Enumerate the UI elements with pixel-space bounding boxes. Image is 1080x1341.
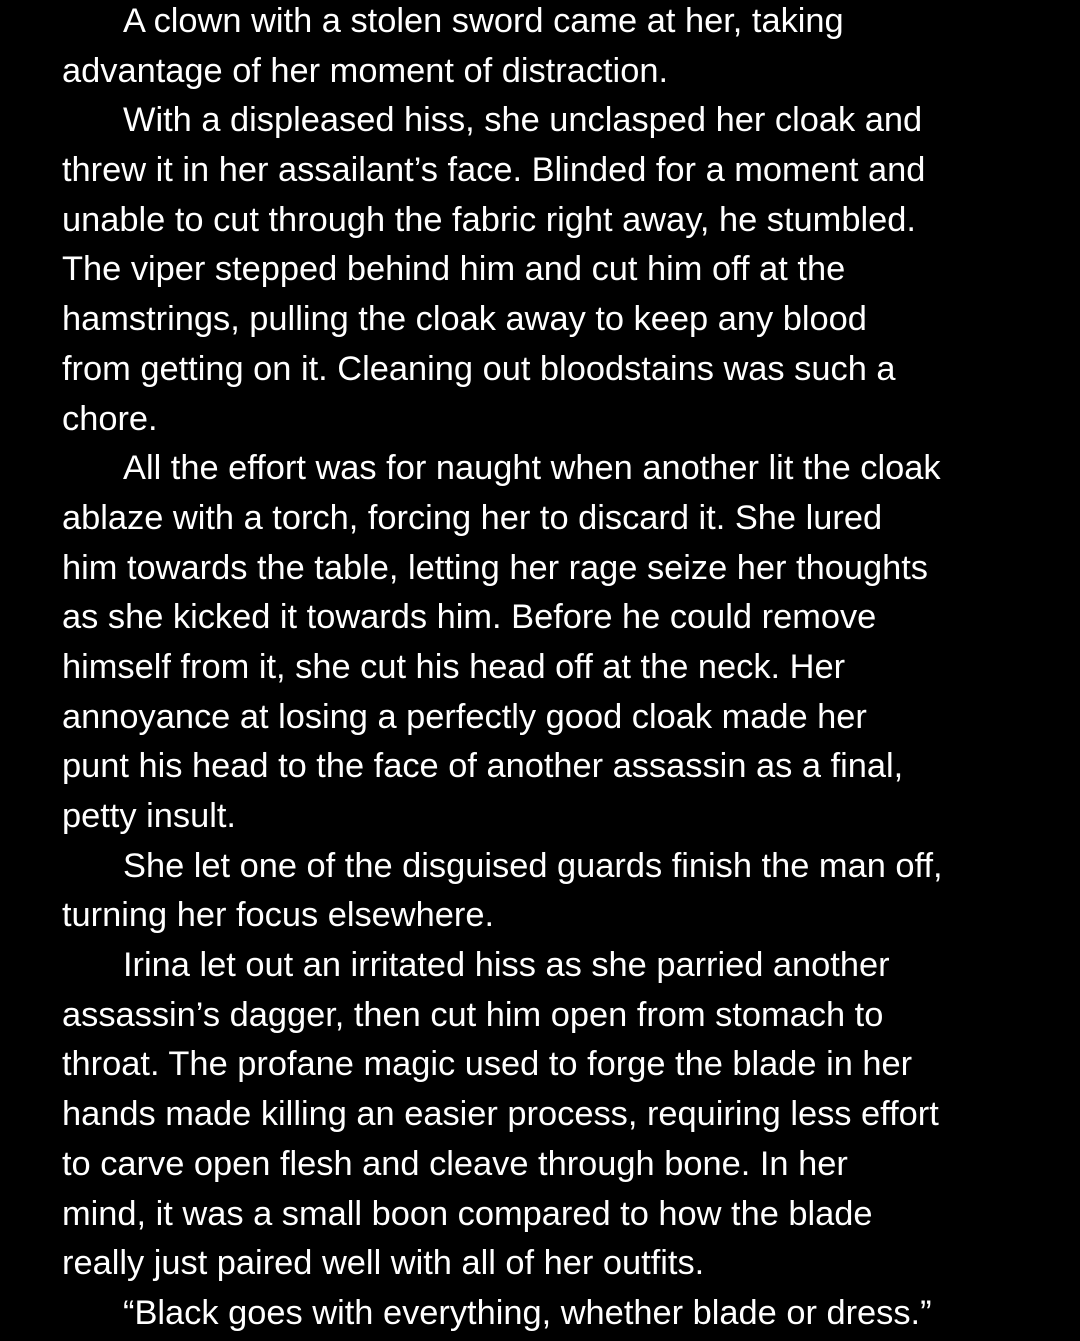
- text-line: advantage of her moment of distraction.: [62, 51, 669, 90]
- text-line: hamstrings, pulling the cloak away to keep any blood: [62, 300, 867, 339]
- text-line: punt his head to the face of another assassin as a final,: [62, 747, 904, 786]
- text-line: chore.: [62, 399, 158, 438]
- text-line: really just paired well with all of her outfits.: [62, 1244, 705, 1283]
- text-line: to carve open flesh and cleave through bone. In her: [62, 1144, 848, 1183]
- text-line: “Black goes with everything, whether blade or dress.”: [123, 1293, 932, 1332]
- text-line: With a displeased hiss, she unclasped her cloak and: [123, 101, 923, 140]
- text-line: threw it in her assailant’s face. Blinded for a moment and: [62, 151, 926, 190]
- text-line: as she kicked it towards him. Before he could remove: [62, 598, 877, 637]
- text-line: A clown with a stolen sword came at her, taking: [123, 2, 844, 40]
- text-line: throat. The profane magic used to forge the blade in her: [62, 1045, 913, 1084]
- text-line: She let one of the disguised guards finish the man off,: [123, 846, 943, 885]
- text-line: Irina let out an irritated hiss as she parried another: [123, 946, 890, 985]
- text-line: assassin’s dagger, then cut him open from stomach to: [62, 995, 884, 1034]
- text-line: The viper stepped behind him and cut him off at the: [62, 250, 846, 289]
- text-line: hands made killing an easier process, requiring less effort: [62, 1095, 939, 1134]
- story-text: [62, 0, 1062, 1339]
- text-line: petty insult.: [62, 797, 236, 835]
- text-line: annoyance at losing a perfectly good cloak made her: [62, 697, 867, 736]
- text-line: himself from it, she cut his head off at the neck. Her: [62, 647, 846, 686]
- text-line: mind, it was a small boon compared to how the blade: [62, 1194, 873, 1233]
- text-line: unable to cut through the fabric right away, he stumbled.: [62, 200, 916, 239]
- text-line: him towards the table, letting her rage seize her thoughts: [62, 548, 928, 587]
- text-line: All the effort was for naught when another lit the cloak: [123, 449, 941, 488]
- text-line: turning her focus elsewhere.: [62, 896, 495, 935]
- text-line: from getting on it. Cleaning out bloodstains was such a: [62, 349, 896, 388]
- text-line: ablaze with a torch, forcing her to discard it. She lured: [62, 498, 883, 537]
